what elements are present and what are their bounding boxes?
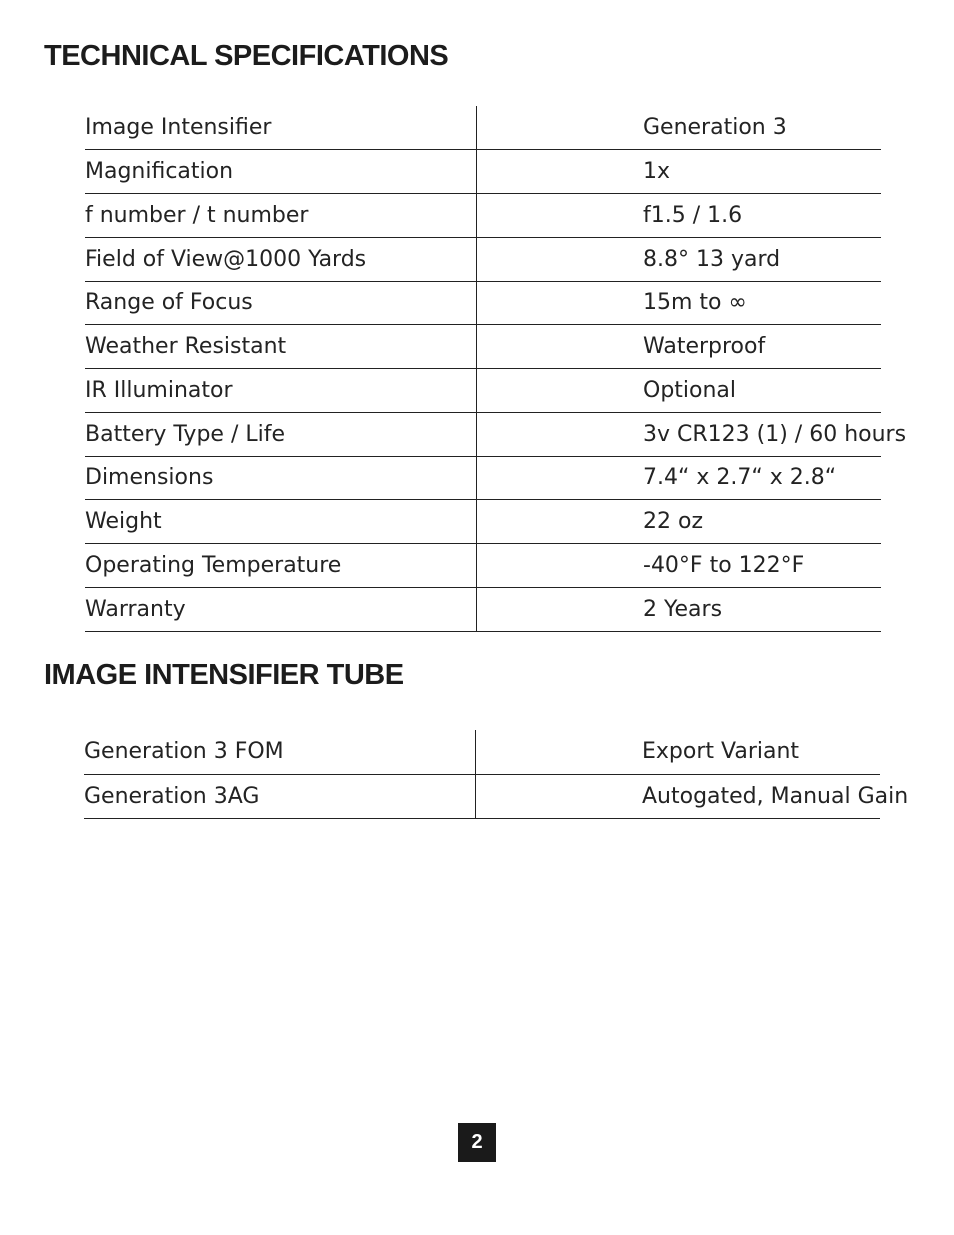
spec-value: f1.5 / 1.6	[477, 194, 882, 238]
spec-value: 15m to ∞	[477, 281, 882, 325]
table-row	[85, 194, 881, 238]
table-row	[85, 500, 881, 544]
spec-value: 22 oz	[477, 500, 882, 544]
spec-label: IR Illuminator	[85, 369, 477, 413]
image-intensifier-tube-table	[84, 730, 909, 819]
tube-value: Autogated, Manual Gain	[476, 774, 881, 818]
table-row	[85, 237, 881, 281]
spec-value: 1x	[477, 150, 882, 194]
spec-value: 7.4“ x 2.7“ x 2.8“	[477, 456, 882, 500]
spec-label: Weather Resistant	[85, 325, 477, 369]
table-row	[85, 369, 881, 413]
technical-specifications-heading: TECHNICAL SPECIFICATIONS	[44, 40, 449, 72]
spec-value: -40°F to 122°F	[477, 544, 882, 588]
spec-label: Battery Type / Life	[85, 412, 477, 456]
table-row	[84, 774, 880, 818]
tube-value: Export Variant	[476, 730, 881, 774]
image-intensifier-tube-heading: IMAGE INTENSIFIER TUBE	[44, 659, 404, 691]
spec-value: 2 Years	[477, 587, 882, 631]
spec-label: Magnification	[85, 150, 477, 194]
spec-label: Field of View@1000 Yards	[85, 237, 477, 281]
page-number: 2	[458, 1123, 496, 1162]
table-row	[85, 456, 881, 500]
spec-value: Optional	[477, 369, 882, 413]
spec-value: 8.8° 13 yard	[477, 237, 882, 281]
spec-value: Waterproof	[477, 325, 882, 369]
technical-specifications-table	[85, 106, 907, 632]
table-row	[85, 325, 881, 369]
spec-value: Generation 3	[477, 106, 882, 150]
table-row	[85, 412, 881, 456]
table-row	[85, 106, 881, 150]
table-row	[85, 587, 881, 631]
table-row	[85, 544, 881, 588]
spec-label: Warranty	[85, 587, 477, 631]
spec-label: Weight	[85, 500, 477, 544]
table-row	[85, 150, 881, 194]
spec-label: Operating Temperature	[85, 544, 477, 588]
table-row	[84, 730, 880, 774]
spec-label: Range of Focus	[85, 281, 477, 325]
spec-label: f number / t number	[85, 194, 477, 238]
tube-label: Generation 3 FOM	[84, 730, 476, 774]
spec-value: 3v CR123 (1) / 60 hours	[477, 412, 882, 456]
spec-label: Dimensions	[85, 456, 477, 500]
spec-label: Image Intensifier	[85, 106, 477, 150]
table-row	[85, 281, 881, 325]
tube-label: Generation 3AG	[84, 774, 476, 818]
